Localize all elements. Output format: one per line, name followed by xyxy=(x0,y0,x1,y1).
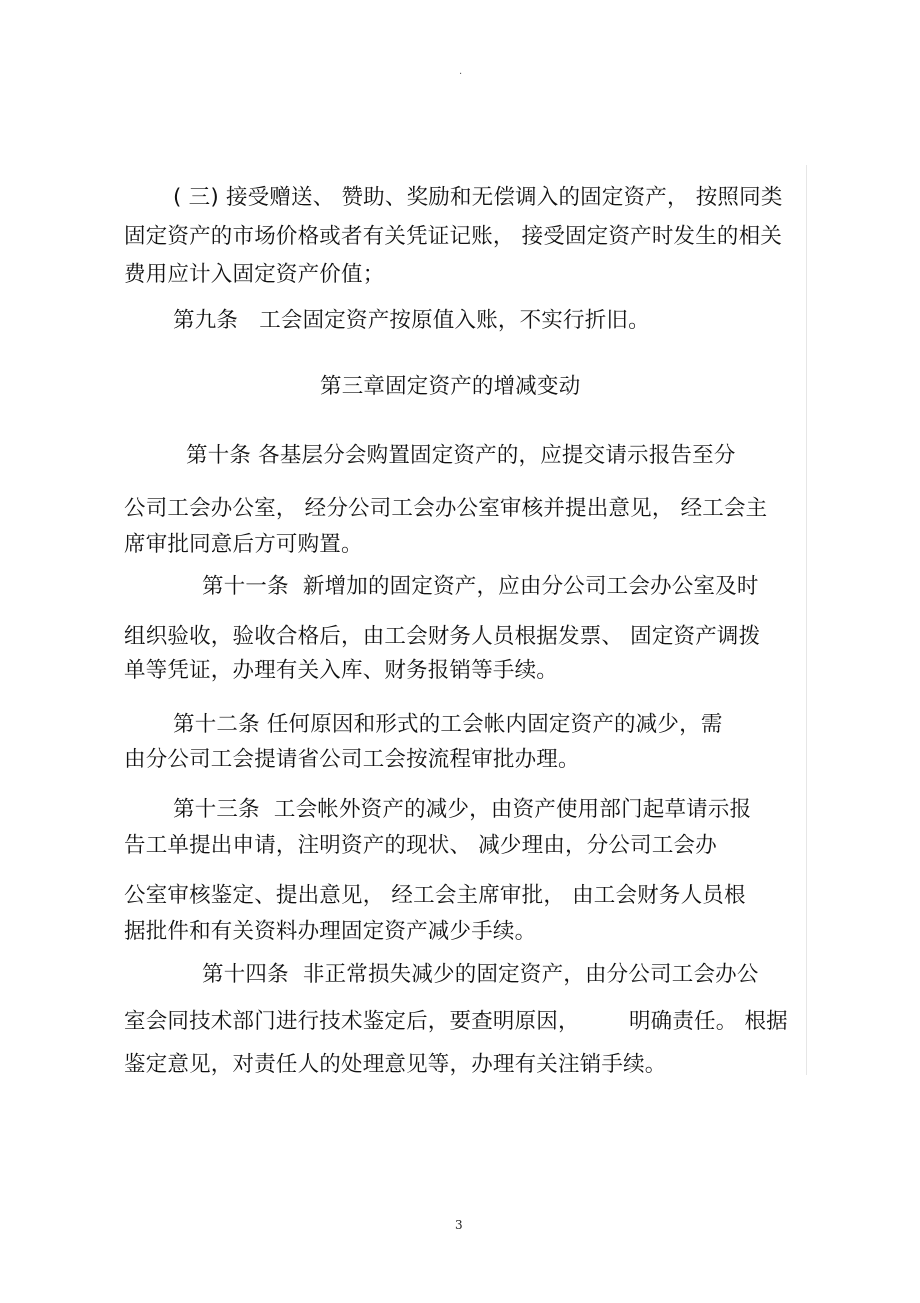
page-number: 3 xyxy=(455,1218,463,1232)
text-line: 第十二条 任何原因和形式的工会帐内固定资产的减少，需 xyxy=(173,712,723,737)
text-line: 由分公司工会提请省公司工会按流程审批办理。 xyxy=(124,747,580,772)
text-line: 第十四条 非正常损失减少的固定资产，由分公司工会办公 xyxy=(202,962,759,987)
text-line: 第十三条 工会帐外资产的减少，由资产使用部门起草请示报 xyxy=(173,797,752,822)
text-line: 室会同技术部门进行技术鉴定后，要查明原因， 明确责任。 根据 xyxy=(124,1009,788,1034)
text-line: 公室审核鉴定、提出意见， 经工会主席审批， 由工会财务人员根 xyxy=(124,883,746,908)
text-line: ( 三) 接受赠送、 赞助、奖励和无偿调入的固定资产， 按照同类 xyxy=(173,185,783,210)
text-line: 固定资产的市场价格或者有关凭证记账， 接受固定资产时发生的相关 xyxy=(124,224,783,249)
text-line: 告工单提出申请，注明资产的现状、 减少理由，分公司工会办 xyxy=(124,833,717,858)
header-mark: . xyxy=(459,66,463,77)
margin-rule xyxy=(806,165,807,1075)
text-line: 鉴定意见，对责任人的处理意见等，办理有关注销手续。 xyxy=(124,1052,667,1077)
text-line: 据批件和有关资料办理固定资产减少手续。 xyxy=(124,919,537,944)
text-line: 席审批同意后方可购置。 xyxy=(124,532,363,557)
text-line: 第九条 工会固定资产按原值入账，不实行折旧。 xyxy=(173,308,650,333)
text-line: 公司工会办公室， 经分公司工会办公室审核并提出意见， 经工会主 xyxy=(124,496,768,521)
text-line: 组织验收，验收合格后，由工会财务人员根据发票、 固定资产调拨 xyxy=(124,624,761,649)
text-line: 单等凭证，办理有关入库、财务报销等手续。 xyxy=(124,658,559,683)
text-line: 第十条 各基层分会购置固定资产的，应提交请示报告至分 xyxy=(186,443,736,468)
chapter-heading: 第三章固定资产的增减变动 xyxy=(320,374,581,399)
text-line: 费用应计入固定资产价值； xyxy=(124,262,385,287)
text-line: 第十一条 新增加的固定资产，应由分公司工会办公室及时 xyxy=(202,574,759,599)
